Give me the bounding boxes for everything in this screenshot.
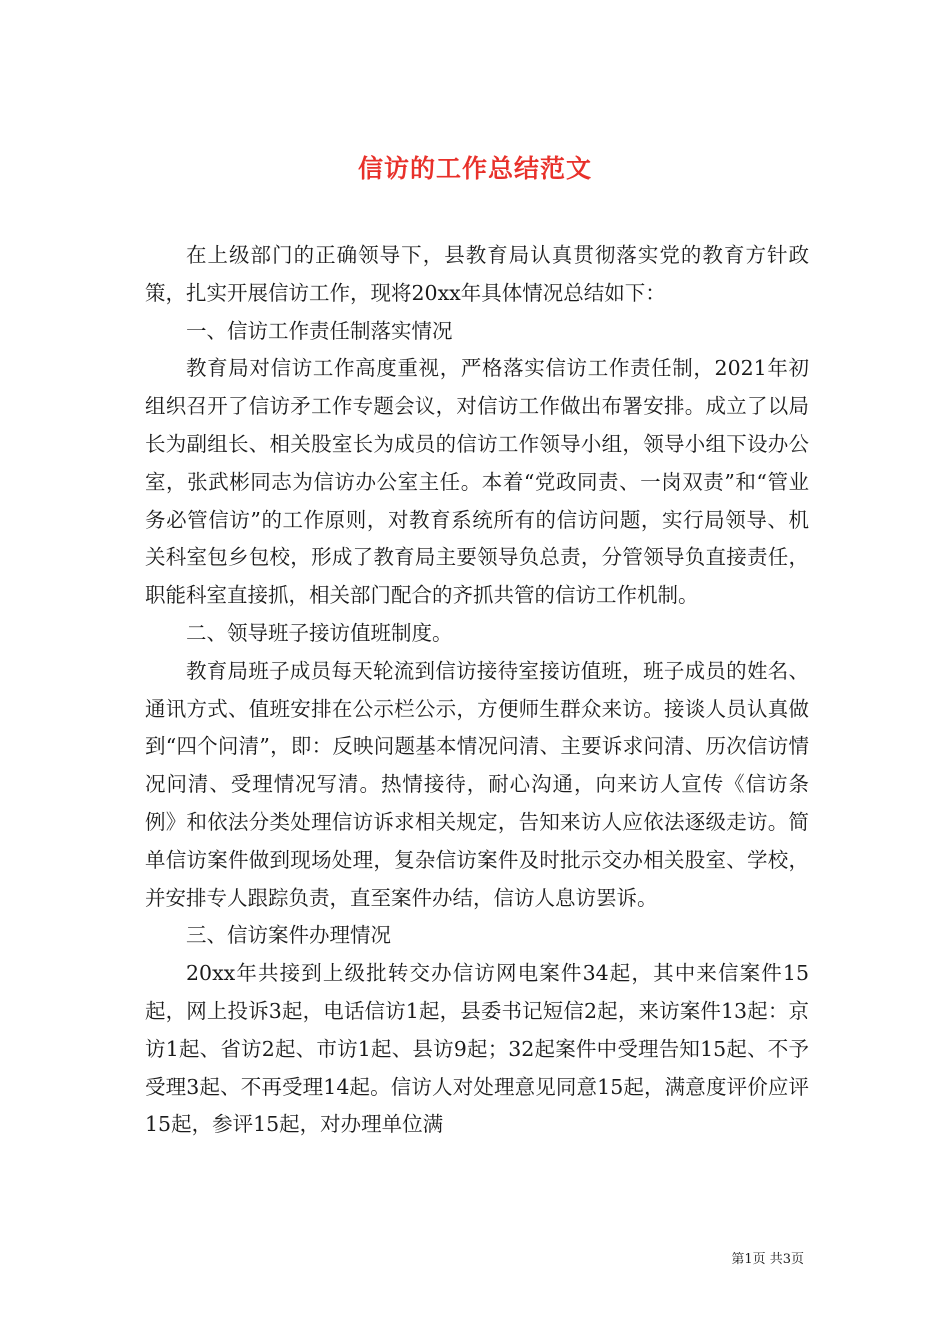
section-3-paragraph: 20xx年共接到上级批转交办信访网电案件34起，其中来信案件15起，网上投诉3起，电话信访1起，县委书记短信2起，来访案件13起：京访1起、省访2起、市访1起、县访9起；32起案件中受理告知15起、不予受理3起、不再受理14起。信访人对处理意见同意15起，满意度评价应评15起，参评15起，对办理单位满 xyxy=(145,961,809,1137)
section-heading-1: 一、信访工作责任制落实情况 xyxy=(186,318,453,343)
document-body xyxy=(145,237,809,1144)
intro-paragraph: 在上级部门的正确领导下，县教育局认真贯彻落实党的教育方针政策，扎实开展信访工作，现将20xx年具体情况总结如下： xyxy=(145,243,809,305)
page-number: 第1页 共3页 xyxy=(731,1252,804,1267)
section-heading-3: 三、信访案件办理情况 xyxy=(186,923,391,948)
document-title: 信访的工作总结范文 xyxy=(357,153,592,183)
section-heading-2: 二、领导班子接访值班制度。 xyxy=(186,620,453,645)
section-2-paragraph: 教育局班子成员每天轮流到信访接待室接访值班，班子成员的姓名、通讯方式、值班安排在公示栏公示，方便师生群众来访。接谈人员认真做到“四个问清”，即：反映问题基本情况问清、主要诉求问清、历次信访情况问清、受理情况写清。热情接待，耐心沟通，向来访人宣传《信访条例》和依法分类处理信访诉求相关规定，告知来访人应依法逐级走访。简单信访案件做到现场处理，复杂信访案件及时批示交办相关股室、学校，并安排专人跟踪负责，直至案件办结，信访人息访罢诉。 xyxy=(145,658,809,910)
section-1-paragraph: 教育局对信访工作高度重视，严格落实信访工作责任制，2021年初组织召开了信访矛工作专题会议，对信访工作做出布署安排。成立了以局长为副组长、相关股室长为成员的信访工作领导小组，领导小组下设办公室，张武彬同志为信访办公室主任。本着“党政同责、一岗双责”和“管业务必管信访”的工作原则，对教育系统所有的信访问题，实行局领导、机关科室包乡包校，形成了教育局主要领导负总责，分管领导负直接责任，职能科室直接抓，相关部门配合的齐抓共管的信访工作机制。 xyxy=(145,356,809,608)
